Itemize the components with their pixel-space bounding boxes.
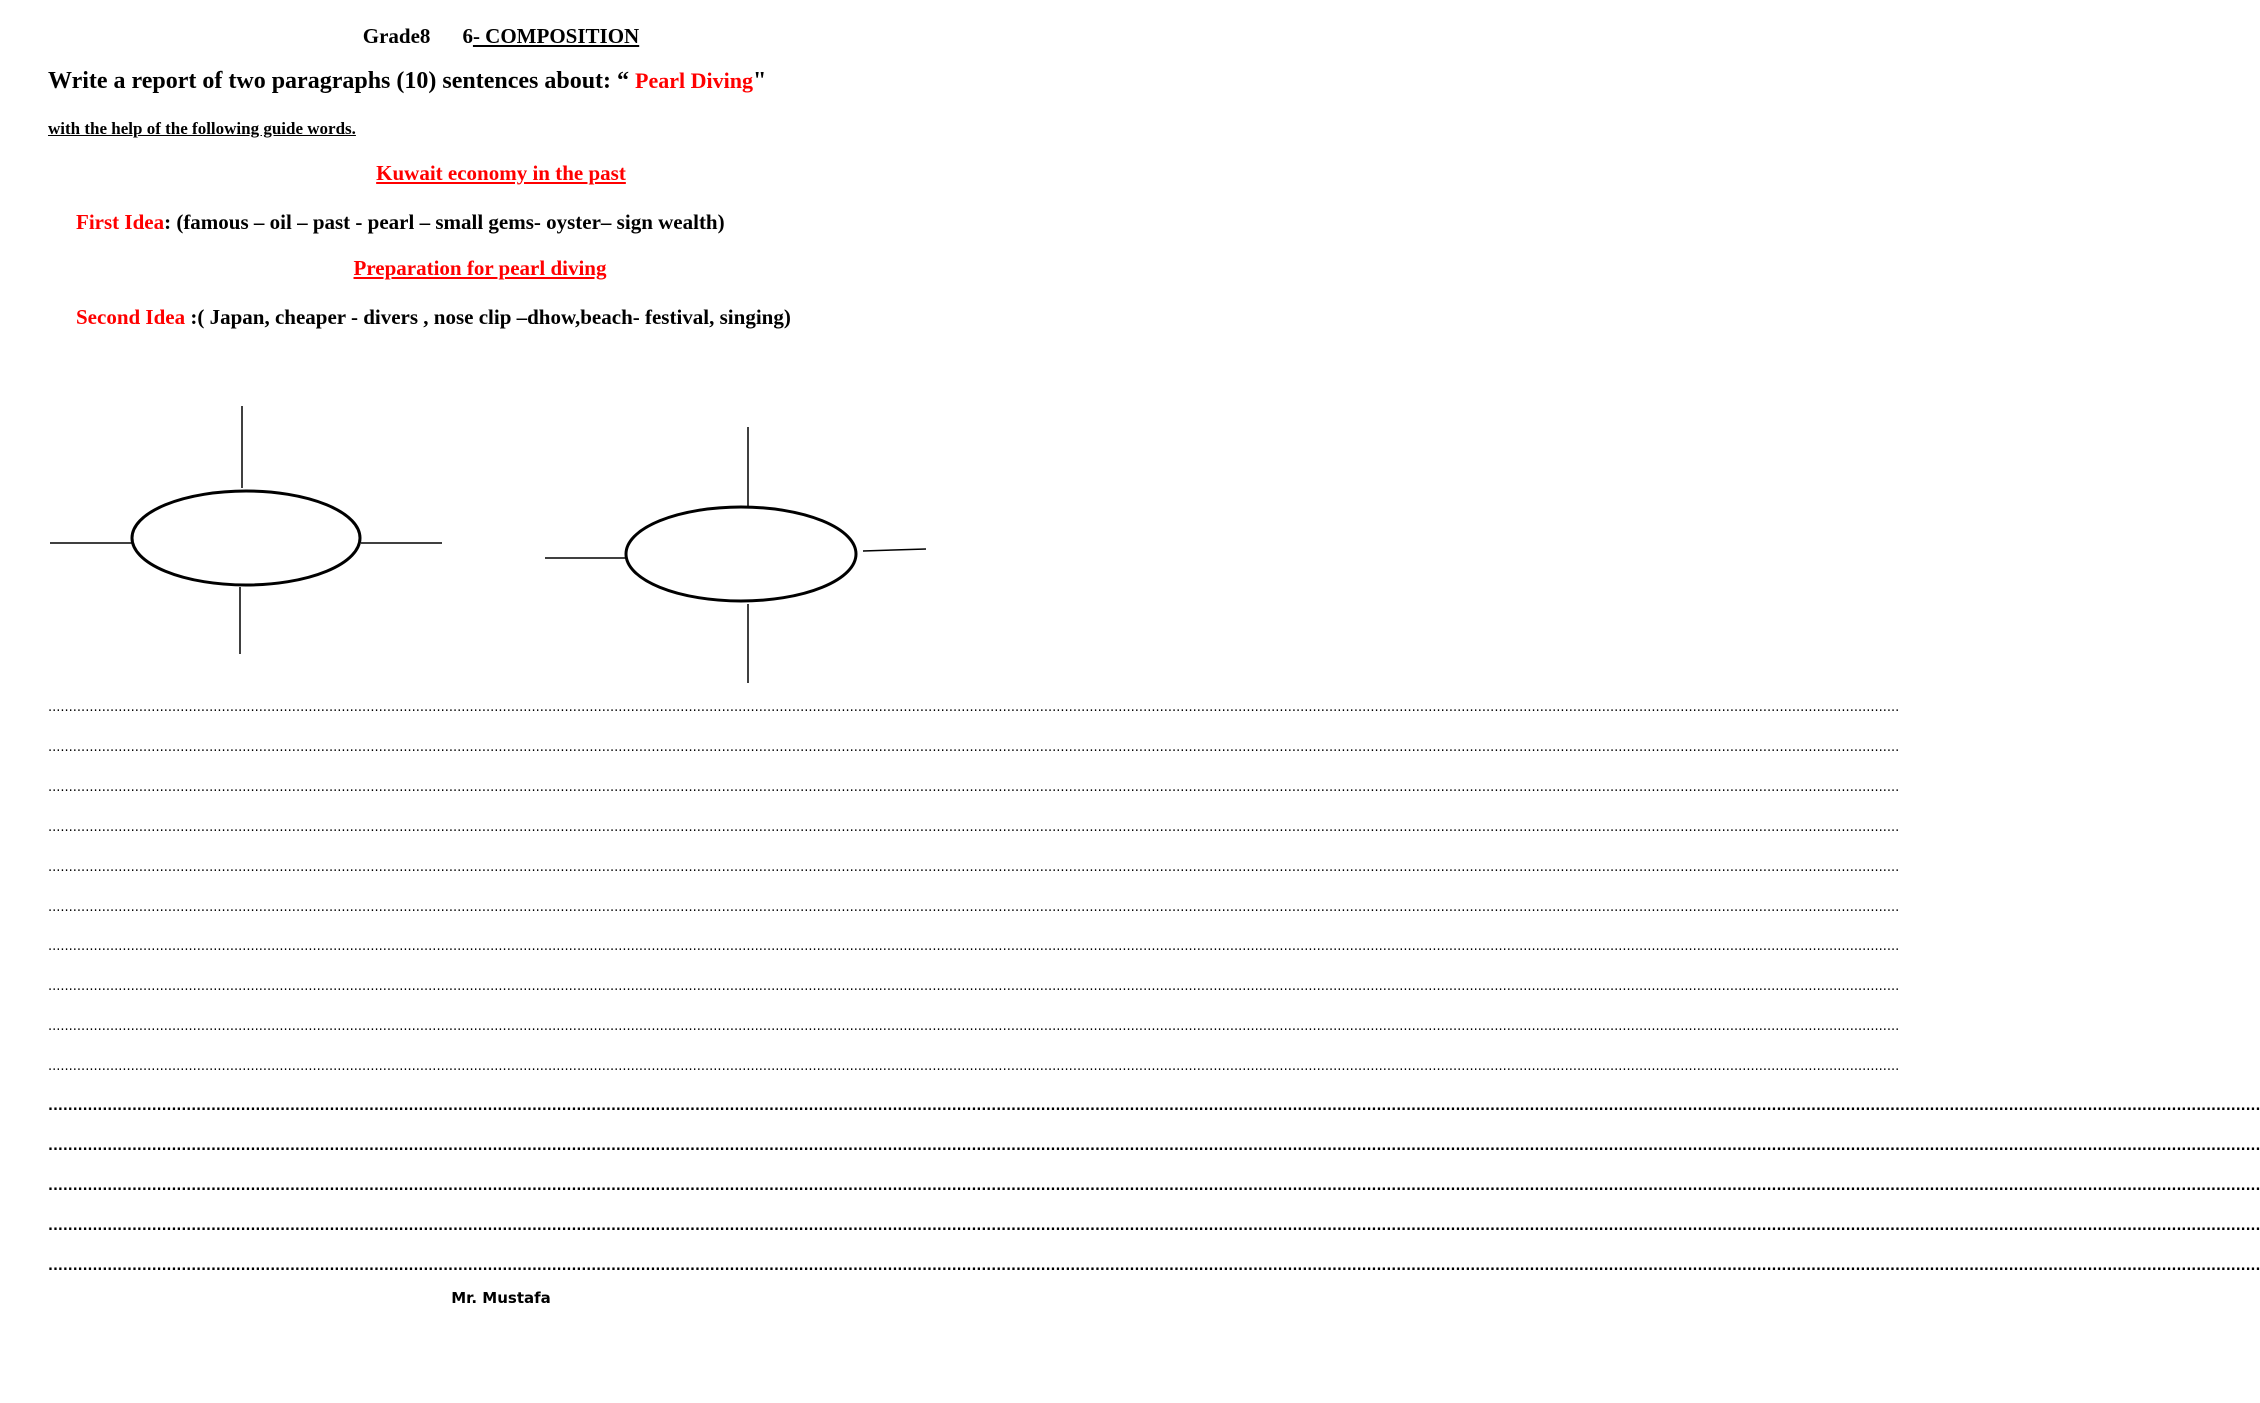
writing-line-1[interactable]: ................................................................................................................................................................................................................................................................................................................................................................................................................................................................	[48, 700, 1900, 715]
diagram-right-spoke-right	[863, 549, 926, 551]
writing-line-2[interactable]: ................................................................................................................................................................................................................................................................................................................................................................................................................................................................	[48, 740, 1900, 755]
writing-line-15[interactable]: ................................................................................................................................................................................................................................................................................................................................................................................................................................................................	[48, 1259, 2260, 1274]
guide-note: with the help of the following guide words.	[48, 119, 356, 138]
grade-label: Grade8	[362, 24, 431, 48]
diagram-right-oval[interactable]	[626, 507, 856, 601]
teacher-name: Mr. Mustafa	[451, 1289, 551, 1307]
writing-line-13[interactable]: ................................................................................................................................................................................................................................................................................................................................................................................................................................................................	[48, 1179, 2260, 1194]
writing-line-3[interactable]: ................................................................................................................................................................................................................................................................................................................................................................................................................................................................	[48, 780, 1900, 795]
instruction-topic: Pearl Diving	[635, 68, 753, 93]
instruction-suffix: "	[752, 68, 767, 94]
second-idea-label: Second Idea	[76, 305, 186, 329]
writing-line-14[interactable]: ................................................................................................................................................................................................................................................................................................................................................................................................................................................................	[48, 1219, 2260, 1234]
instruction-prefix: Write a report of two paragraphs (10) sentences about: “	[48, 68, 636, 94]
writing-line-9[interactable]: ................................................................................................................................................................................................................................................................................................................................................................................................................................................................	[48, 1019, 1900, 1034]
writing-line-7[interactable]: ................................................................................................................................................................................................................................................................................................................................................................................................................................................................	[48, 939, 1900, 954]
writing-line-11[interactable]: ................................................................................................................................................................................................................................................................................................................................................................................................................................................................	[48, 1099, 2260, 1114]
first-idea-label: First Idea	[76, 210, 165, 234]
writing-line-12[interactable]: ................................................................................................................................................................................................................................................................................................................................................................................................................................................................	[48, 1139, 2260, 1154]
section-number: 6	[462, 24, 473, 48]
spider-diagram-right	[545, 427, 926, 683]
section-title: - COMPOSITION	[472, 24, 640, 48]
spider-diagram-left	[50, 406, 442, 654]
second-idea-words: :( Japan, cheaper - divers , nose clip –dhow,beach- festival, singing)	[185, 305, 791, 329]
writing-line-8[interactable]: ................................................................................................................................................................................................................................................................................................................................................................................................................................................................	[48, 979, 1900, 994]
heading-kuwait-economy: Kuwait economy in the past	[376, 161, 626, 185]
heading-preparation: Preparation for pearl diving	[353, 256, 607, 280]
first-idea-words: : (famous – oil – past - pearl – small gems- oyster– sign wealth)	[164, 210, 725, 234]
diagram-left-oval[interactable]	[132, 491, 360, 585]
writing-line-4[interactable]: ................................................................................................................................................................................................................................................................................................................................................................................................................................................................	[48, 820, 1900, 835]
writing-line-10[interactable]: ................................................................................................................................................................................................................................................................................................................................................................................................................................................................	[48, 1059, 1900, 1074]
writing-line-5[interactable]: ................................................................................................................................................................................................................................................................................................................................................................................................................................................................	[48, 860, 1900, 875]
writing-line-6[interactable]: ................................................................................................................................................................................................................................................................................................................................................................................................................................................................	[48, 900, 1900, 915]
